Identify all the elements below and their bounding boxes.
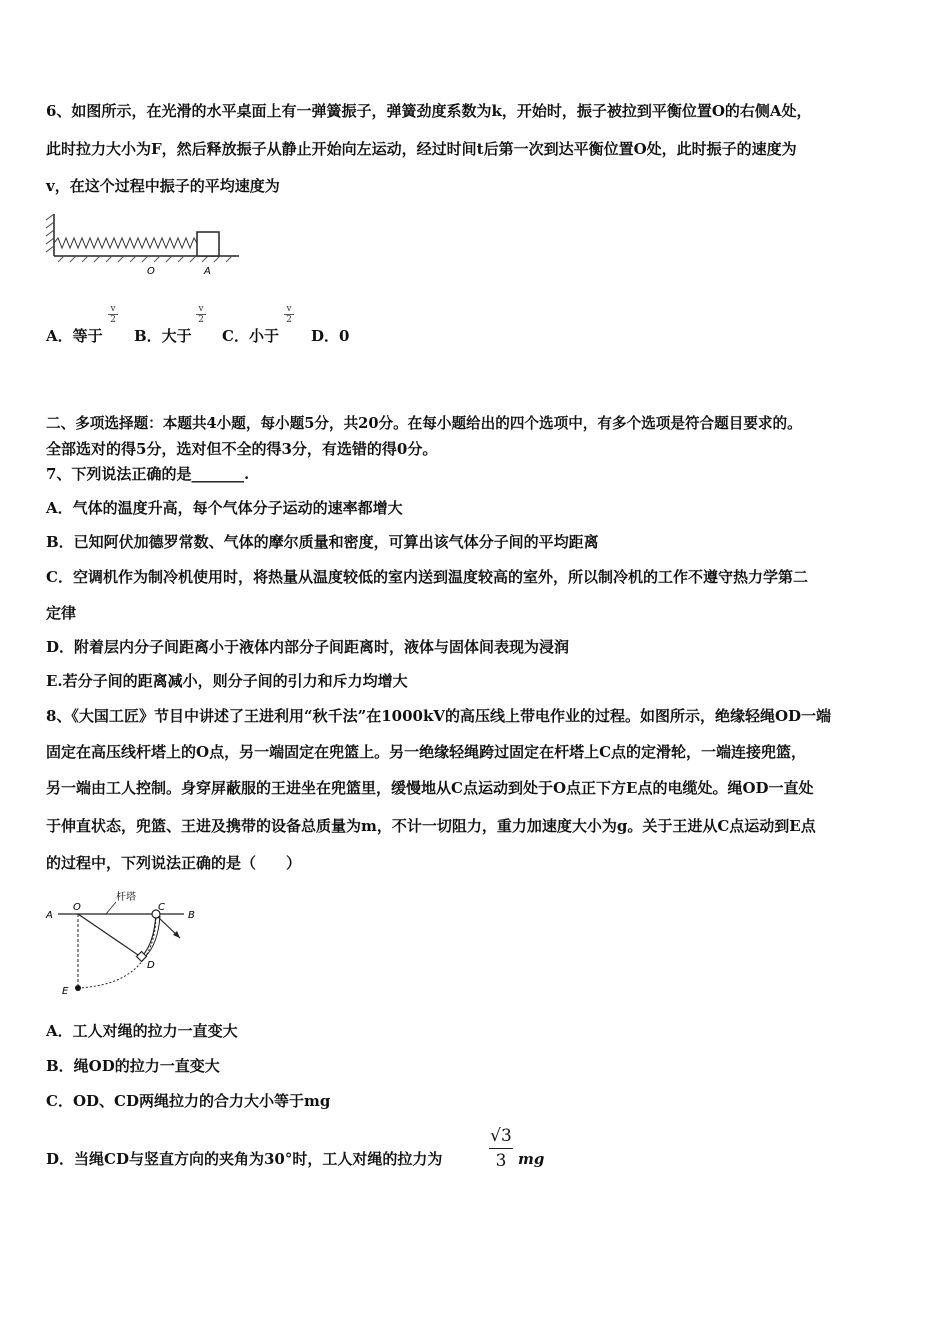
q7-option-d[interactable]: D．附着层内分子间距离小于液体内部分子间距离时，液体与固体间表现为浸润 xyxy=(46,638,570,656)
label-b: B xyxy=(188,910,195,921)
label-a: A xyxy=(204,266,211,277)
frac-den: 2 xyxy=(286,315,292,325)
q8-option-c[interactable]: C．OD、CD两绳拉力的合力大小等于mg xyxy=(46,1092,331,1110)
q8-frac-num: √3 xyxy=(490,1126,512,1146)
label-a: A xyxy=(46,910,53,921)
q6-stem-line-1: 6、如图所示，在光滑的水平桌面上有一弹簧振子，弹簧劲度系数为k，开始时，振子被拉到平衡位置O的右侧A处， xyxy=(46,102,812,120)
label-c: C xyxy=(158,902,165,913)
q6-option-d-text: D．0 xyxy=(311,327,350,345)
frac-den: 2 xyxy=(110,315,116,325)
q6-option-a-fraction xyxy=(108,304,118,325)
tower-swing-figure xyxy=(44,886,214,1000)
q6-option-d[interactable] xyxy=(311,325,349,347)
label-o: O xyxy=(147,266,155,277)
q7-stem: 7、下列说法正确的是_______. xyxy=(46,465,250,483)
q6-option-a-text: A．等于 xyxy=(46,327,103,345)
q6-option-c[interactable] xyxy=(222,325,279,347)
q6-option-c-fraction xyxy=(284,304,294,325)
q8-option-b[interactable]: B．绳OD的拉力一直变大 xyxy=(46,1057,220,1075)
q6-stem-line-3: v，在这个过程中振子的平均速度为 xyxy=(46,177,280,195)
label-o: O xyxy=(73,902,81,913)
section2-heading-line-2: 全部选对的得5分，选对但不全的得3分，有选错的得0分。 xyxy=(46,440,438,458)
q8-stem-line-2: 固定在高压线杆塔上的O点，另一端固定在兜篮上。另一绝缘轻绳跨过固定在杆塔上C点的定滑轮，一端连接兜篮， xyxy=(46,743,807,761)
q8-stem-line-5: 的过程中，下列说法正确的是（ ） xyxy=(46,854,302,872)
q6-option-b-text: B．大于 xyxy=(134,327,192,345)
q6-option-b-fraction xyxy=(196,304,206,325)
q6-option-b[interactable] xyxy=(134,325,192,347)
frac-num: v xyxy=(286,304,292,314)
label-d: D xyxy=(147,960,155,971)
q6-stem-line-2: 此时拉力大小为F，然后释放振子从静止开始向左运动，经过时间t后第一次到达平衡位置O处，此时振子的速度为 xyxy=(46,140,797,158)
q7-option-e[interactable]: E.若分子间的距离减小，则分子间的引力和斥力均增大 xyxy=(46,672,408,690)
q8-stem-line-1: 8、《大国工匠》节目中讲述了王进利用“秋千法”在1000kV的高压线上带电作业的过程。如图所示，绝缘轻绳OD一端 xyxy=(46,707,832,725)
frac-num: v xyxy=(110,304,116,314)
q8-stem-line-4: 于伸直状态，兜篮、王进及携带的设备总质量为m，不计一切阻力，重力加速度大小为g。关于王进从C点运动到E点 xyxy=(46,817,816,835)
frac-num: v xyxy=(198,304,204,314)
q8-option-d-text: D．当绳CD与竖直方向的夹角为30°时，工人对绳的拉力为 xyxy=(46,1150,443,1168)
q6-option-c-text: C．小于 xyxy=(222,327,279,345)
q7-option-b[interactable]: B．已知阿伏加德罗常数、气体的摩尔质量和密度，可算出该气体分子间的平均距离 xyxy=(46,533,599,551)
q8-option-a[interactable]: A．工人对绳的拉力一直变大 xyxy=(46,1022,238,1040)
label-tower: 杆塔 xyxy=(116,892,136,903)
q6-option-a[interactable] xyxy=(46,325,103,347)
q8-option-d-unit: mg xyxy=(518,1150,545,1168)
section2-heading-line-1: 二、多项选择题：本题共4小题，每小题5分，共20分。在每小题给出的四个选项中，有多个选项是符合题目要求的。 xyxy=(46,415,802,432)
q8-option-d-fraction xyxy=(486,1125,516,1172)
q7-option-c-line-1[interactable]: C．空调机作为制冷机使用时，将热量从温度较低的室内送到温度较高的室外，所以制冷机的工作不遵守热力学第二 xyxy=(46,568,808,586)
q8-stem-line-3: 另一端由工人控制。身穿屏蔽服的王进坐在兜篮里，缓慢地从C点运动到处于O点正下方E点的电缆处。绳OD一直处 xyxy=(46,779,814,797)
q7-option-c-line-2[interactable]: 定律 xyxy=(46,604,77,622)
q8-option-d[interactable] xyxy=(46,1148,442,1170)
q7-option-a[interactable]: A．气体的温度升高，每个气体分子运动的速率都增大 xyxy=(46,499,403,517)
q8-frac-den: 3 xyxy=(495,1151,507,1171)
spring-oscillator-figure xyxy=(44,210,244,278)
label-e: E xyxy=(62,986,69,997)
frac-den: 2 xyxy=(198,315,204,325)
